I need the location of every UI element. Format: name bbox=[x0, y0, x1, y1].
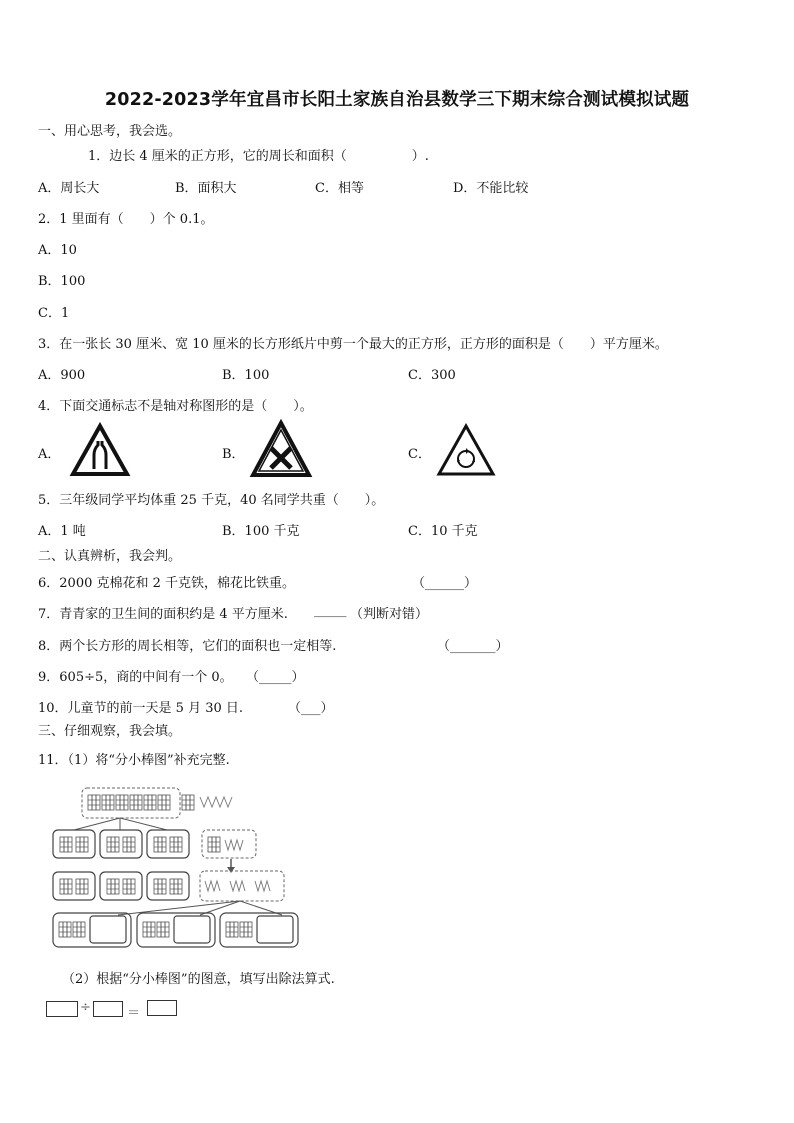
question-5: 5．三年级同学平均体重 25 千克，40 名同学共重（ ）。 bbox=[38, 493, 385, 508]
question-6: 6．2000 克棉花和 2 千克铁，棉花比铁重。 bbox=[38, 576, 296, 591]
q1-option-a[interactable]: A．周长大 bbox=[38, 181, 100, 196]
q3-option-b[interactable]: B．100 bbox=[222, 368, 270, 383]
question-7: 7．青青家的卫生间的面积约是 4 平方厘米. bbox=[38, 607, 288, 622]
question-11-part-1: 11．（1）将“分小棒图”补充完整. bbox=[38, 753, 230, 768]
q2-option-c[interactable]: C．1 bbox=[38, 306, 70, 321]
q1-option-b[interactable]: B．面积大 bbox=[175, 181, 237, 196]
q2-option-b[interactable]: B．100 bbox=[38, 274, 86, 289]
question-10: 10．儿童节的前一天是 5 月 30 日. bbox=[38, 701, 244, 716]
q5-option-b[interactable]: B．100 千克 bbox=[222, 524, 300, 539]
q4-option-b[interactable]: B． bbox=[222, 447, 245, 462]
divisor-box[interactable] bbox=[93, 1001, 123, 1017]
q8-answer-blank[interactable]: （_______） bbox=[437, 639, 509, 654]
narrow-road-sign-icon bbox=[70, 423, 130, 477]
dividend-box[interactable] bbox=[46, 1001, 78, 1017]
q3-option-c[interactable]: C．300 bbox=[408, 368, 456, 383]
q1-option-c[interactable]: C．相等 bbox=[315, 181, 364, 196]
q4-option-a[interactable]: A． bbox=[38, 447, 61, 462]
q3-option-a[interactable]: A．900 bbox=[38, 368, 86, 383]
question-1: 1．边长 4 厘米的正方形，它的周长和面积（ ）. bbox=[88, 149, 429, 164]
roundabout-sign-icon bbox=[436, 423, 496, 477]
q5-option-a[interactable]: A．1 吨 bbox=[38, 524, 86, 539]
page-title: 2022-2023学年宜昌市长阳土家族自治县数学三下期末综合测试模拟试题 bbox=[104, 90, 690, 110]
q4-option-c[interactable]: C． bbox=[408, 447, 431, 462]
divide-sign: ÷ bbox=[80, 1000, 91, 1015]
q10-answer-blank[interactable]: （___） bbox=[288, 701, 334, 716]
crossroad-x-sign-icon bbox=[250, 420, 312, 478]
q6-answer-blank[interactable]: （______） bbox=[412, 576, 478, 591]
section-heading-2: 二、认真辨析，我会判。 bbox=[38, 549, 182, 564]
stick-division-diagram bbox=[50, 785, 310, 955]
question-8: 8．两个长方形的周长相等，它们的面积也一定相等. bbox=[38, 639, 337, 654]
q7-suffix: （判断对错） bbox=[350, 607, 429, 622]
q9-answer-blank[interactable]: （_____） bbox=[246, 670, 305, 685]
quotient-box[interactable] bbox=[147, 1000, 177, 1016]
q2-option-a[interactable]: A．10 bbox=[38, 243, 77, 258]
q1-option-d[interactable]: D．不能比较 bbox=[453, 181, 529, 196]
section-heading-1: 一、用心思考，我会选。 bbox=[38, 124, 182, 139]
question-4: 4．下面交通标志不是轴对称图形的是（ ）。 bbox=[38, 399, 313, 414]
question-9: 9．605÷5，商的中间有一个 0。 bbox=[38, 670, 233, 685]
question-3: 3．在一张长 30 厘米、宽 10 厘米的长方形纸片中剪一个最大的正方形，正方形的面积是（ ）平方厘米。 bbox=[38, 337, 668, 352]
section-heading-3: 三、仔细观察，我会填。 bbox=[38, 724, 182, 739]
equals-sign: ＝ bbox=[127, 1006, 141, 1021]
q5-option-c[interactable]: C．10 千克 bbox=[408, 524, 478, 539]
q7-answer-blank[interactable]: _____ bbox=[314, 603, 347, 618]
question-2: 2．1 里面有（ ）个 0.1。 bbox=[38, 212, 214, 227]
question-11-part-2: （2）根据“分小棒图”的图意，填写出除法算式. bbox=[62, 972, 335, 987]
